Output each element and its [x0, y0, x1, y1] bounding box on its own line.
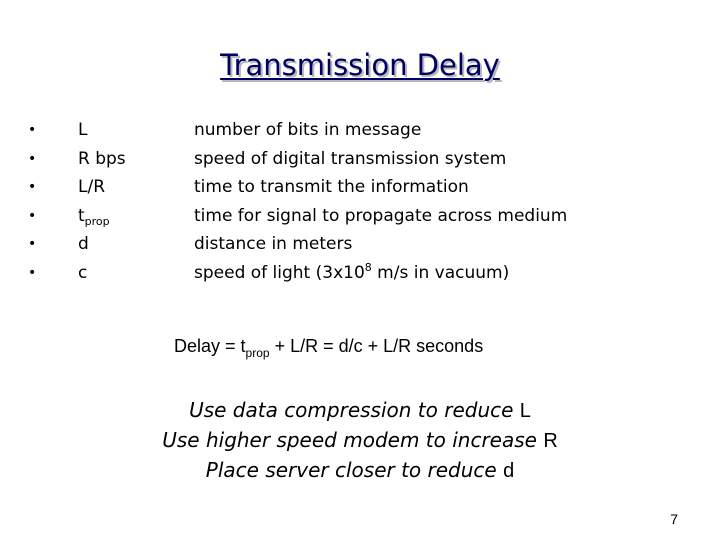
tip-text: Use higher speed modem to increase: [162, 428, 544, 452]
formula-part: Delay = t: [174, 336, 246, 356]
page-number: 7: [670, 511, 678, 527]
bullet-icon: •: [28, 207, 37, 224]
definition-meaning: speed of digital transmission system: [194, 148, 507, 169]
formula-part: + L/R = d/c + L/R seconds: [269, 336, 484, 356]
tip-variable: R: [543, 430, 558, 452]
formula-subscript: prop: [245, 346, 270, 360]
bullet-icon: •: [28, 150, 37, 167]
delay-formula: [174, 336, 483, 360]
definition-symbol: L: [78, 120, 88, 140]
bullet-icon: •: [28, 236, 37, 253]
tips-block: [0, 396, 720, 486]
symbol-subscript: prop: [84, 214, 110, 228]
bullet-icon: •: [28, 122, 37, 138]
bullet-icon: •: [28, 179, 37, 196]
bullet-icon: •: [28, 264, 37, 281]
definition-symbol: R bps: [78, 148, 126, 169]
definition-meaning: time to transmit the information: [194, 177, 469, 198]
definition-symbol: L/R: [78, 177, 106, 198]
definition-meaning: time for signal to propagate across medium: [194, 205, 568, 226]
meaning-text: m/s in vacuum): [371, 262, 510, 283]
definition-meaning: distance in meters: [194, 234, 353, 255]
definition-symbol: d: [78, 234, 89, 255]
definition-meaning: number of bits in message: [194, 120, 422, 140]
tip-line: [0, 426, 720, 456]
tip-variable: d: [503, 460, 515, 482]
slide-title: [0, 48, 720, 82]
tip-text: Use data compression to reduce: [189, 398, 520, 422]
meaning-text: speed of light (3x10: [194, 262, 365, 283]
slide-title-text: Transmission Delay: [220, 48, 500, 82]
tip-line: [0, 456, 720, 486]
tip-variable: L: [519, 400, 531, 422]
tip-text: Place server closer to reduce: [205, 458, 504, 482]
definition-meaning: [194, 259, 509, 288]
exponent: 8: [364, 260, 372, 274]
definition-symbol: c: [78, 262, 88, 283]
symbol-base: t: [78, 205, 85, 226]
tip-line: [0, 396, 720, 426]
